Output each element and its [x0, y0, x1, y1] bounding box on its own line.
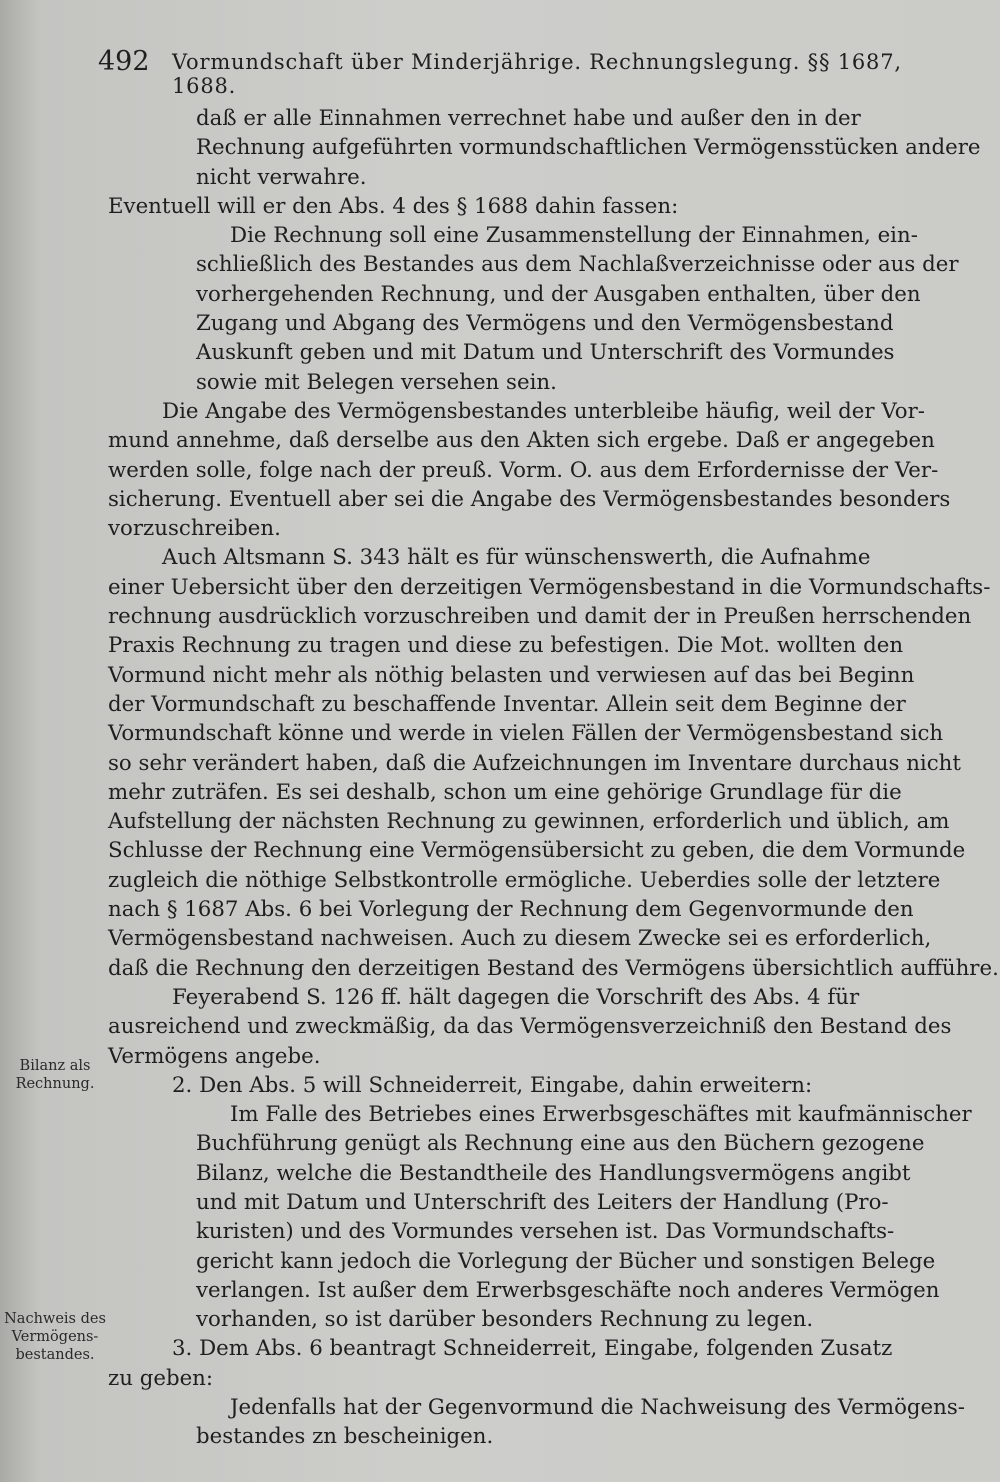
text-line: Auskunft geben und mit Datum und Unterschrift des Vormundes [196, 340, 895, 366]
running-header [96, 44, 916, 98]
text-line: 2. Den Abs. 5 will Schneiderreit, Eingabe, dahin erweitern: [172, 1072, 813, 1098]
running-title: Vormundschaft über Minderjährige. Rechnungslegung. §§ 1687, 1688. [172, 50, 902, 98]
text-line: vorhergehenden Rechnung, und der Ausgaben enthalten, über den [196, 281, 921, 307]
margin-note-line: Bilanz als [19, 1058, 91, 1074]
margin-note-line: bestandes. [15, 1347, 95, 1363]
text-line: so sehr verändert haben, daß die Aufzeichnungen im Inventare durchaus nicht [108, 750, 961, 776]
text-line: Vermögens angebe. [108, 1043, 321, 1069]
text-line: Die Rechnung soll eine Zusammenstellung der Einnahmen, ein- [230, 223, 918, 249]
text-line: werden solle, folge nach der preuß. Vorm. O. aus dem Erfordernisse der Ver- [108, 457, 939, 483]
text-line: einer Uebersicht über den derzeitigen Vermögensbestand in die Vormundschafts- [108, 574, 991, 600]
text-line: nicht verwahre. [196, 164, 367, 190]
text-line: nach § 1687 Abs. 6 bei Vorlegung der Rechnung dem Gegenvormunde den [108, 897, 914, 923]
text-line: Aufstellung der nächsten Rechnung zu gewinnen, erforderlich und üblich, am [108, 809, 950, 835]
text-line: zu geben: [108, 1365, 214, 1391]
text-line: Schlusse der Rechnung eine Vermögensübersicht zu geben, die dem Vormunde [108, 838, 966, 864]
margin-note-nachweis [0, 1310, 110, 1364]
text-line: Jedenfalls hat der Gegenvormund die Nachweisung des Vermögens- [230, 1395, 965, 1421]
text-line: Zugang und Abgang des Vermögens und den Vermögensbestand [196, 311, 894, 337]
text-line: Buchführung genügt als Rechnung eine aus den Büchern gezogene [196, 1131, 925, 1157]
text-line: vorzuschreiben. [108, 516, 281, 542]
text-line: gericht kann jedoch die Vorlegung der Bücher und sonstigen Belege [196, 1248, 936, 1274]
text-line: schließlich des Bestandes aus dem Nachlaßverzeichnisse oder aus der [196, 252, 959, 278]
text-line: vorhanden, so ist darüber besonders Rechnung zu legen. [196, 1307, 814, 1333]
text-line: Im Falle des Betriebes eines Erwerbsgeschäftes mit kaufmännischer [230, 1102, 972, 1128]
page-number: 492 [98, 46, 150, 77]
text-line: sowie mit Belegen versehen sein. [196, 369, 557, 395]
text-line: und mit Datum und Unterschrift des Leiters der Handlung (Pro- [196, 1189, 889, 1215]
text-line: bestandes zn bescheinigen. [196, 1424, 494, 1450]
text-line: daß er alle Einnahmen verrechnet habe und außer den in der [196, 106, 861, 131]
text-line: Bilanz, welche die Bestandtheile des Handlungsvermögens angibt [196, 1160, 911, 1186]
text-line: zugleich die nöthige Selbstkontrolle ermögliche. Ueberdies solle der letztere [108, 867, 941, 893]
text-line: 3. Dem Abs. 6 beantragt Schneiderreit, Eingabe, folgenden Zusatz [172, 1336, 893, 1362]
margin-note-line: Rechnung. [15, 1076, 95, 1092]
margin-note-bilanz [0, 1057, 110, 1093]
text-line: der Vormundschaft zu beschaffende Inventar. Allein seit dem Beginne der [108, 691, 906, 717]
text-line: Praxis Rechnung zu tragen und diese zu befestigen. Die Mot. wollten den [108, 633, 904, 659]
text-line: mehr zuträfen. Es sei deshalb, schon um eine gehörige Grundlage für die [108, 779, 902, 805]
margin-note-line: Nachweis des [4, 1311, 106, 1327]
text-line: Auch Altsmann S. 343 hält es für wünschenswerth, die Aufnahme [162, 545, 871, 571]
text-line: mund annehme, daß derselbe aus den Akten sich ergebe. Daß er angegeben [108, 428, 935, 454]
text-line: Vermögensbestand nachweisen. Auch zu diesem Zwecke sei es erforderlich, [108, 926, 932, 952]
margin-note-line: Vermögens- [11, 1329, 99, 1345]
text-line: daß die Rechnung den derzeitigen Bestand des Vermögens übersichtlich aufführe. [108, 955, 999, 981]
text-line: Rechnung aufgeführten vormundschaftlichen Vermögensstücken andere [196, 135, 981, 161]
text-line: Vormund nicht mehr als nöthig belasten und verwiesen auf das bei Beginn [108, 662, 915, 688]
text-line: Feyerabend S. 126 ff. hält dagegen die Vorschrift des Abs. 4 für [172, 984, 860, 1010]
text-line: ausreichend und zweckmäßig, da das Vermögensverzeichniß den Bestand des [108, 1014, 952, 1040]
text-line: Vormundschaft könne und werde in vielen Fällen der Vermögensbestand sich [108, 721, 944, 747]
text-line: kuristen) und des Vormundes versehen ist. Das Vormundschafts- [196, 1219, 895, 1245]
text-line: rechnung ausdrücklich vorzuschreiben und damit der in Preußen herrschenden [108, 604, 972, 630]
text-line: sicherung. Eventuell aber sei die Angabe des Vermögensbestandes besonders [108, 486, 951, 512]
text-line: Eventuell will er den Abs. 4 des § 1688 dahin fassen: [108, 193, 679, 219]
text-line: verlangen. Ist außer dem Erwerbsgeschäfte noch anderes Vermögen [196, 1277, 940, 1303]
text-line: Die Angabe des Vermögensbestandes unterbleibe häufig, weil der Vor- [162, 398, 925, 424]
body-text [108, 104, 999, 1452]
